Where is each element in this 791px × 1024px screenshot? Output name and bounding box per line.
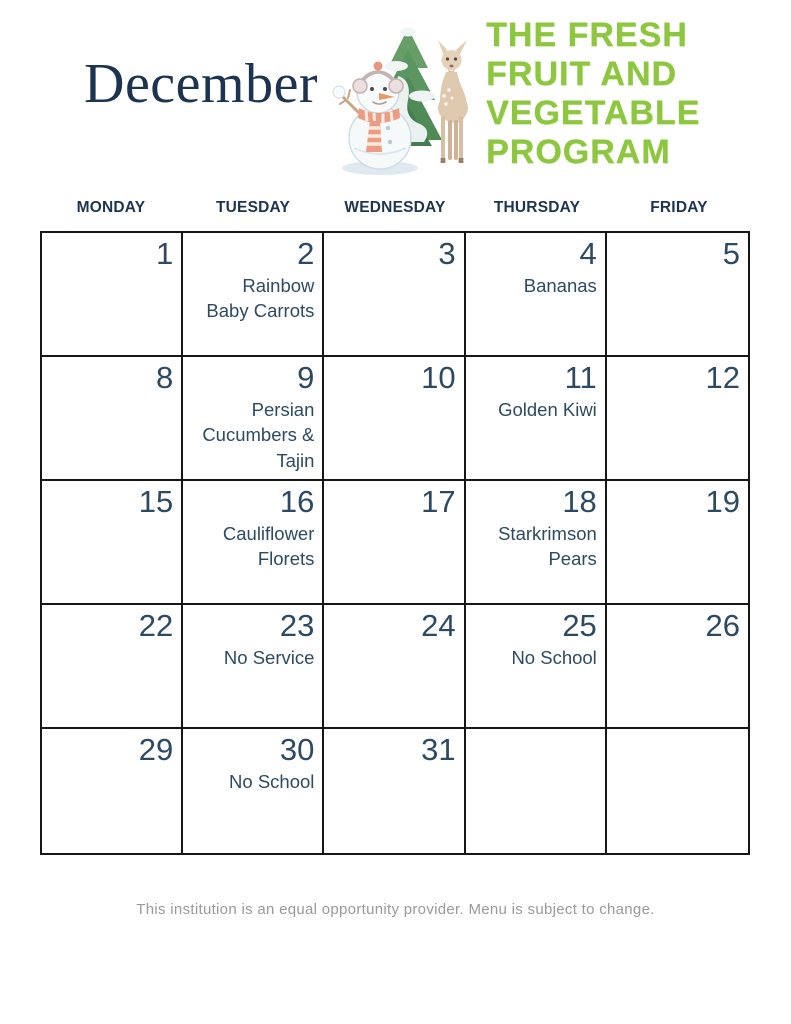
- day-number: 26: [705, 608, 740, 643]
- calendar-cell: [183, 233, 324, 357]
- day-number: 11: [564, 360, 597, 395]
- day-number: 17: [421, 484, 456, 519]
- day-number: 5: [722, 236, 740, 271]
- calendar-cell: [607, 605, 748, 729]
- calendar-cell: [324, 729, 465, 853]
- menu-item: Persian Cucumbers & Tajin: [202, 398, 315, 471]
- calendar-cell: [466, 233, 607, 357]
- menu-item: Cauliflower Florets: [222, 522, 315, 570]
- calendar-grid: [40, 231, 750, 855]
- day-number: 10: [421, 360, 456, 395]
- day-number: 3: [438, 236, 456, 271]
- calendar-cell: [42, 481, 183, 605]
- day-number: 23: [279, 608, 315, 643]
- calendar-cell: [607, 729, 748, 853]
- calendar-cell: [42, 233, 183, 357]
- logo-line: VEGETABLE: [486, 94, 701, 132]
- day-number: 29: [138, 732, 174, 767]
- logo-line: PROGRAM: [486, 133, 671, 171]
- menu-item: No School: [511, 646, 597, 668]
- calendar-cell: [324, 481, 465, 605]
- weekday-header: WEDNESDAY: [344, 199, 446, 216]
- day-number: 2: [297, 236, 315, 271]
- footer-note: This institution is an equal opportunity provider. Menu is subject to change.: [136, 901, 655, 918]
- calendar-cell: [183, 481, 324, 605]
- logo-line: THE FRESH: [486, 16, 688, 54]
- day-number: 12: [705, 360, 740, 395]
- menu-item: No Service: [223, 646, 315, 668]
- menu-item: Bananas: [523, 274, 597, 296]
- day-number: 1: [155, 236, 174, 271]
- calendar-cell: [607, 233, 748, 357]
- calendar-cell: [183, 729, 324, 853]
- calendar-cell: [324, 605, 465, 729]
- calendar-cell: [42, 729, 183, 853]
- day-number: 19: [705, 484, 740, 519]
- day-number: 18: [562, 484, 597, 519]
- calendar-cell: [466, 481, 607, 605]
- weekday-header: THURSDAY: [493, 199, 581, 216]
- day-number: 9: [297, 360, 315, 395]
- menu-item: Rainbow Baby Carrots: [206, 274, 315, 322]
- calendar-cell: [42, 357, 183, 481]
- weekday-header: MONDAY: [76, 199, 146, 216]
- weekday-header: TUESDAY: [215, 199, 291, 216]
- winter-illustration: [328, 16, 490, 188]
- program-logo: [486, 16, 716, 172]
- day-number: 15: [138, 484, 174, 519]
- calendar-cell: [183, 357, 324, 481]
- calendar-cell: [466, 729, 607, 853]
- logo-line: FRUIT AND: [486, 55, 677, 93]
- weekday-header-row: [40, 199, 750, 217]
- calendar-cell: [607, 481, 748, 605]
- day-number: 22: [138, 608, 174, 643]
- weekday-header: FRIDAY: [650, 199, 708, 216]
- menu-item: Golden Kiwi: [498, 398, 597, 420]
- calendar-cell: [466, 605, 607, 729]
- day-number: 24: [421, 608, 456, 643]
- menu-item: No School: [229, 770, 315, 792]
- calendar-cell: [607, 357, 748, 481]
- calendar-cell: [324, 357, 465, 481]
- deer-icon: [438, 40, 468, 163]
- day-number: 4: [579, 236, 597, 271]
- calendar-cell: [324, 233, 465, 357]
- day-number: 30: [279, 732, 315, 767]
- day-number: 8: [155, 360, 174, 395]
- calendar-cell: [183, 605, 324, 729]
- month-title: December: [84, 53, 319, 115]
- calendar-cell: [466, 357, 607, 481]
- day-number: 31: [421, 732, 456, 767]
- day-number: 16: [279, 484, 315, 519]
- calendar-cell: [42, 605, 183, 729]
- menu-item: Starkrimson Pears: [498, 522, 597, 570]
- day-number: 25: [562, 608, 597, 643]
